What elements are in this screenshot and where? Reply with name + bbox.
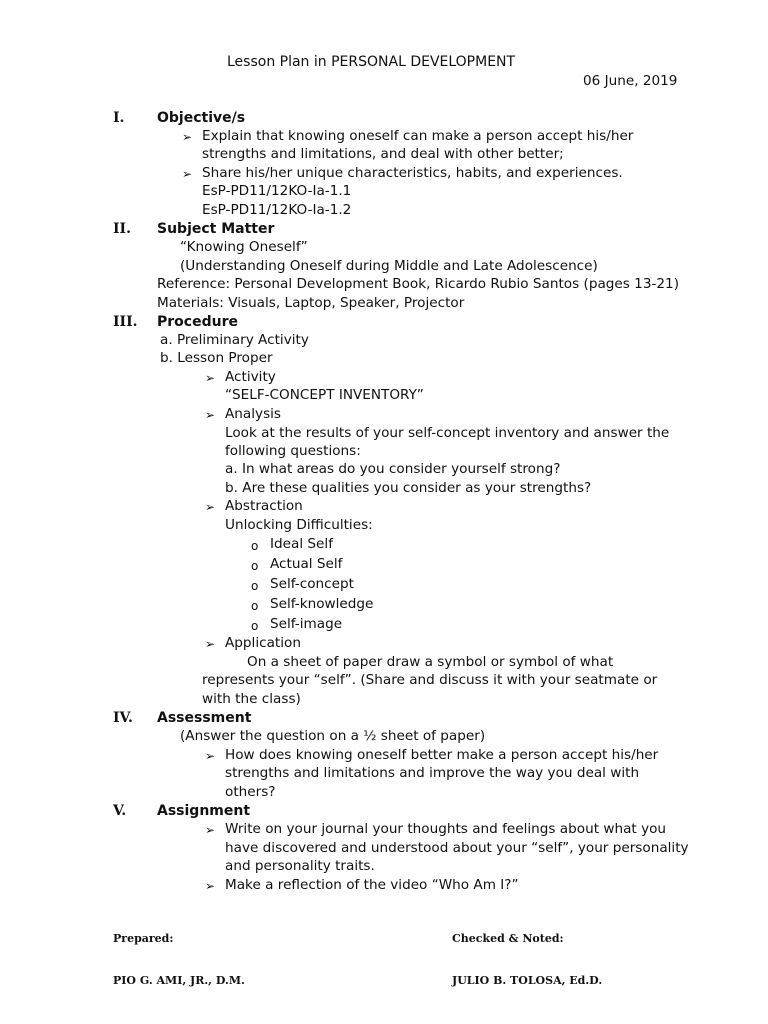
text-line: following questions: <box>225 443 361 459</box>
text-line: Materials: Visuals, Laptop, Speaker, Projector <box>157 295 465 311</box>
arrow-bullet-icon: ➢ <box>205 749 216 763</box>
section-numeral: IV. <box>113 710 133 726</box>
text-line: b. Are these qualities you consider as your strengths? <box>225 480 592 496</box>
circle-bullet-icon: o <box>251 619 259 633</box>
section-heading-subject-matter: Subject Matter <box>157 221 275 237</box>
noted-by-name: JULIO B. TOLOSA, Ed.D. <box>452 974 603 987</box>
text-line: Share his/her unique characteristics, habits, and experiences. <box>202 165 623 181</box>
arrow-bullet-icon: ➢ <box>205 823 216 837</box>
text-line: Ideal Self <box>270 536 333 552</box>
text-line: Write on your journal your thoughts and feelings about what you <box>225 821 667 837</box>
text-line: have discovered and understood about your “self”, your personality <box>225 840 689 856</box>
text-line: strengths and limitations, and deal with other better; <box>202 146 564 162</box>
text-line: Self-concept <box>270 576 354 592</box>
section-numeral: III. <box>113 314 138 330</box>
section-heading-procedure: Procedure <box>157 314 238 330</box>
text-line: How does knowing oneself better make a person accept his/her <box>225 747 659 763</box>
text-line: and personality traits. <box>225 858 375 874</box>
text-line: a. In what areas do you consider yourself strong? <box>225 461 561 477</box>
prepared-by-name: PIO G. AMI, JR., D.M. <box>113 974 245 987</box>
text-line: “Knowing Oneself” <box>180 239 308 255</box>
text-line: b. Lesson Proper <box>160 350 273 366</box>
text-line: others? <box>225 784 276 800</box>
text-line: On a sheet of paper draw a symbol or symbol of what <box>247 654 614 670</box>
text-line: Abstraction <box>225 498 303 514</box>
section-heading-objectives: Objective/s <box>157 110 246 126</box>
text-line: (Understanding Oneself during Middle and Late Adolescence) <box>180 258 598 274</box>
circle-bullet-icon: o <box>251 559 259 573</box>
text-line: a. Preliminary Activity <box>160 332 309 348</box>
circle-bullet-icon: o <box>251 539 259 553</box>
text-line: Reference: Personal Development Book, Ricardo Rubio Santos (pages 13-21) <box>157 276 679 292</box>
text-line: Make a reflection of the video “Who Am I?” <box>225 877 519 893</box>
text-line: EsP-PD11/12KO-Ia-1.2 <box>202 202 352 218</box>
arrow-bullet-icon: ➢ <box>205 408 216 422</box>
section-numeral: V. <box>113 803 127 819</box>
section-numeral: II. <box>113 221 131 237</box>
text-line: (Answer the question on a ½ sheet of paper) <box>180 728 486 744</box>
arrow-bullet-icon: ➢ <box>205 879 216 893</box>
arrow-bullet-icon: ➢ <box>205 637 216 651</box>
text-line: Analysis <box>225 406 282 422</box>
page-title: Lesson Plan in PERSONAL DEVELOPMENT <box>227 54 516 70</box>
text-line: Self-image <box>270 616 343 632</box>
section-heading-assessment: Assessment <box>157 710 252 726</box>
text-line: Activity <box>225 369 276 385</box>
arrow-bullet-icon: ➢ <box>205 500 216 514</box>
text-line: represents your “self”. (Share and discuss it with your seatmate or <box>202 672 658 688</box>
text-line: EsP-PD11/12KO-Ia-1.1 <box>202 183 352 199</box>
text-line: Self-knowledge <box>270 596 374 612</box>
arrow-bullet-icon: ➢ <box>182 167 193 181</box>
text-line: Unlocking Difficulties: <box>225 517 373 533</box>
circle-bullet-icon: o <box>251 579 259 593</box>
arrow-bullet-icon: ➢ <box>205 371 216 385</box>
text-line: Application <box>225 635 301 651</box>
circle-bullet-icon: o <box>251 599 259 613</box>
text-line: Look at the results of your self-concept inventory and answer the <box>225 425 670 441</box>
checked-noted-label: Checked & Noted: <box>452 932 564 945</box>
text-line: “SELF-CONCEPT INVENTORY” <box>225 387 424 403</box>
text-line: with the class) <box>202 691 301 707</box>
prepared-label: Prepared: <box>113 932 174 945</box>
text-line: Explain that knowing oneself can make a person accept his/her <box>202 128 634 144</box>
section-numeral: I. <box>113 110 125 126</box>
text-line: strengths and limitations and improve the way you deal with <box>225 765 640 781</box>
arrow-bullet-icon: ➢ <box>182 130 193 144</box>
section-heading-assignment: Assignment <box>157 803 251 819</box>
text-line: Actual Self <box>270 556 343 572</box>
date: 06 June, 2019 <box>583 73 678 89</box>
